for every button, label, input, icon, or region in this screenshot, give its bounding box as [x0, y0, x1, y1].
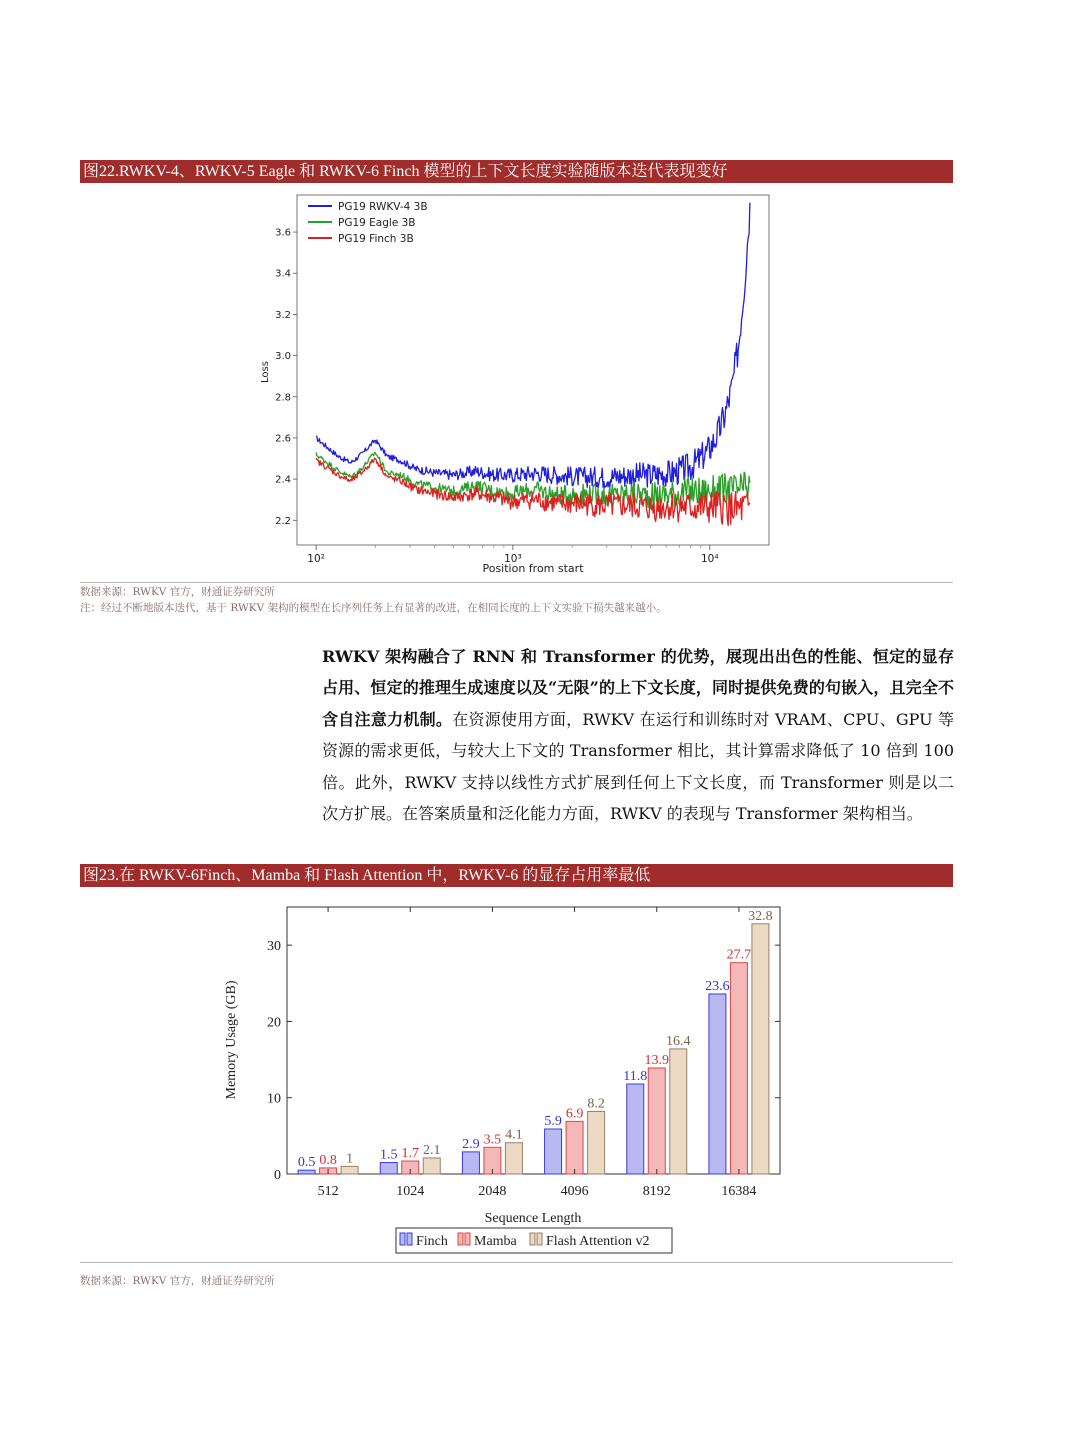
- bar-value-label: 5.9: [544, 1113, 562, 1129]
- bar-value-label: 1.5: [380, 1147, 398, 1163]
- bar-value-label: 1.7: [401, 1146, 419, 1162]
- bar-value-label: 6.9: [565, 1106, 584, 1122]
- bar-flash-attention-16384: [752, 924, 769, 1174]
- bar-chart-x-axis-label: Sequence Length: [484, 1211, 582, 1226]
- bar-chart-legend: [396, 1228, 672, 1253]
- bar-finch-1024: [380, 1163, 397, 1174]
- bar-finch-512: [298, 1170, 315, 1174]
- figure-23-title: 图23.在 RWKV-6Finch、Mamba 和 Flash Attention 中，RWKV-6 的显存占用率最低: [80, 864, 953, 887]
- bar-mamba-8192: [648, 1068, 665, 1174]
- line-y-tick-label: 2.4: [275, 474, 291, 486]
- bar-flash-attention-1024: [423, 1158, 440, 1174]
- series-rwkv4-line: [316, 203, 750, 488]
- bar-value-label: 13.9: [644, 1052, 669, 1068]
- legend-label-flash-bar: Flash Attention v2: [546, 1234, 650, 1249]
- bar-value-label: 1: [346, 1151, 354, 1167]
- legend-swatch-mamba-bar: [458, 1233, 463, 1245]
- figure-22-title: 图22.RWKV-4、RWKV-5 Eagle 和 RWKV-6 Finch 模型的上下文长度实验随版本迭代表现变好: [80, 160, 953, 183]
- memory-bar-chart: [210, 895, 800, 1260]
- bar-mamba-4096: [566, 1121, 583, 1174]
- line-y-tick-label: 3.0: [275, 351, 291, 363]
- line-y-tick-label: 2.8: [275, 392, 291, 404]
- bar-x-tick-label: 8192: [642, 1184, 671, 1199]
- figure-23-divider: [80, 1262, 953, 1263]
- bar-value-label: 3.5: [483, 1132, 502, 1148]
- figure-22-note: 注：经过不断地版本迭代，基于 RWKV 架构的模型在长序列任务上有显著的改进，在相同长度的上下文实验下损失越来越小。: [80, 602, 667, 614]
- bar-x-tick-label: 16384: [721, 1184, 757, 1199]
- bar-finch-8192: [627, 1084, 644, 1174]
- bar-value-label: 0.5: [297, 1155, 316, 1171]
- bar-finch-2048: [462, 1152, 479, 1174]
- bar-flash-attention-8192: [670, 1049, 687, 1174]
- line-chart-y-axis-label: Loss: [260, 361, 271, 383]
- bar-value-label: 23.6: [705, 978, 730, 994]
- bar-flash-attention-512: [341, 1166, 358, 1174]
- bar-flash-attention-2048: [505, 1143, 522, 1174]
- line-x-tick-label: 10⁴: [700, 553, 719, 565]
- legend-label-eagle: PG19 Eagle 3B: [338, 217, 416, 229]
- bar-finch-16384: [709, 994, 726, 1174]
- bar-y-tick-label: 10: [267, 1091, 281, 1107]
- bar-value-label: 11.8: [623, 1068, 648, 1084]
- bar-x-tick-label: 4096: [560, 1184, 589, 1199]
- body-paragraph-bold: RWKV 架构融合了 RNN 和 Transformer 的优势，展现出出色的性能、恒定的显存占用、恒定的推理生成速度以及“无限”的上下文长度，同时提供免费的句嵌入，且完全不含自注意力机制。: [322, 647, 954, 729]
- bar-x-tick-label: 512: [317, 1184, 339, 1199]
- bar-x-tick-label: 1024: [396, 1184, 425, 1199]
- body-paragraph: [322, 641, 954, 829]
- figure-22-divider: [80, 582, 953, 583]
- bar-mamba-16384: [730, 963, 747, 1174]
- legend-label-finch-bar: Finch: [416, 1234, 448, 1249]
- bar-value-label: 32.8: [748, 908, 773, 924]
- figure-22-source: 数据来源：RWKV 官方，财通证券研究所: [80, 586, 275, 598]
- bar-value-label: 27.7: [726, 947, 752, 963]
- legend-swatch-flash-bar: [530, 1233, 535, 1245]
- bar-value-label: 16.4: [666, 1033, 691, 1049]
- line-chart-x-axis-label: Position from start: [482, 562, 584, 575]
- bar-value-label: 2.9: [462, 1136, 480, 1152]
- bar-x-tick-label: 2048: [478, 1184, 507, 1199]
- line-y-tick-label: 3.4: [275, 268, 291, 280]
- bar-y-tick-label: 20: [267, 1015, 281, 1031]
- bar-chart-plot-area: [287, 907, 780, 1174]
- loss-line-chart: [250, 190, 790, 580]
- line-y-tick-label: 3.2: [275, 309, 291, 321]
- legend-swatch-flash-bar-2: [537, 1233, 542, 1245]
- bar-y-tick-label: 0: [274, 1168, 281, 1183]
- legend-label-rwkv4: PG19 RWKV-4 3B: [338, 201, 428, 213]
- bar-flash-attention-4096: [588, 1111, 605, 1174]
- figure-23-source: 数据来源：RWKV 官方，财通证券研究所: [80, 1275, 275, 1287]
- line-x-tick-label: 10³: [504, 553, 522, 565]
- line-x-tick-label: 10²: [307, 553, 325, 565]
- bar-value-label: 0.8: [319, 1152, 337, 1168]
- bar-y-tick-label: 30: [267, 939, 281, 955]
- bar-chart-y-axis-label: Memory Usage (GB): [224, 980, 239, 1100]
- line-y-tick-label: 2.6: [275, 433, 291, 445]
- body-paragraph-text: 在资源使用方面，RWKV 在运行和训练时对 VRAM、CPU、GPU 等资源的需求更低，与较大上下文的 Transformer 相比，其计算需求降低了 10 倍到 100 倍。此外，RWKV 支持以线性方式扩展到任何上下文长度，而 Transformer 则是以二次方扩展。在答案质量和泛化能力方面，RWKV 的表现与 Transformer 架构相当。: [322, 709, 954, 824]
- legend-swatch-mamba-bar-2: [465, 1233, 470, 1245]
- bar-value-label: 8.2: [587, 1096, 605, 1112]
- bar-finch-4096: [545, 1129, 562, 1174]
- legend-label-finch: PG19 Finch 3B: [338, 233, 414, 245]
- line-y-tick-label: 2.2: [275, 515, 291, 527]
- line-chart-legend: [308, 201, 428, 245]
- bar-value-label: 2.1: [423, 1142, 441, 1158]
- legend-label-mamba-bar: Mamba: [474, 1234, 517, 1249]
- line-y-tick-label: 3.6: [275, 227, 291, 239]
- legend-swatch-finch-bar: [400, 1233, 405, 1245]
- legend-swatch-finch-bar-2: [407, 1233, 412, 1245]
- bar-value-label: 4.1: [505, 1127, 523, 1143]
